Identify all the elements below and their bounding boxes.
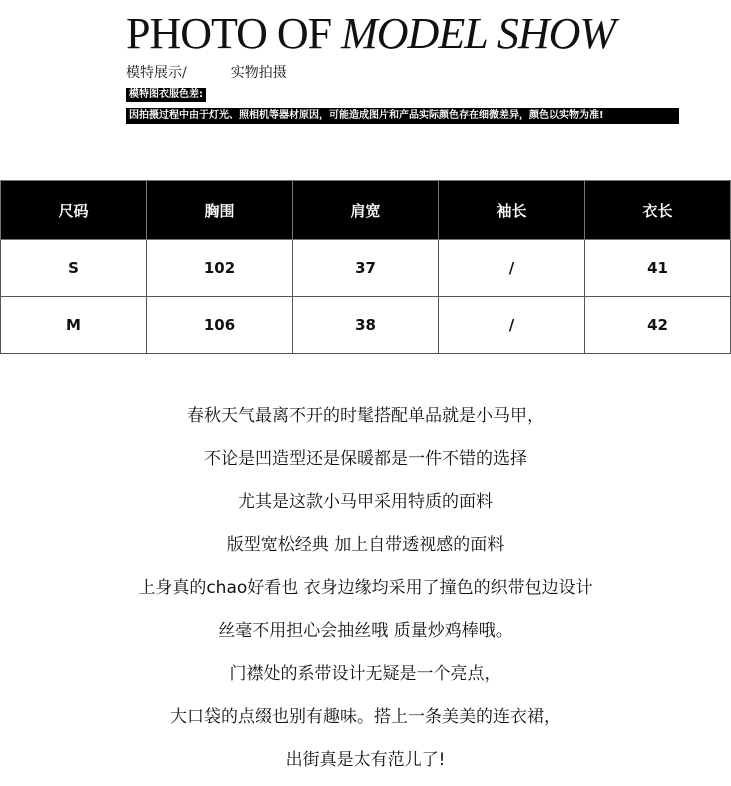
color-difference-badge: 模特图衣服色差: [126,88,206,102]
header-size: 尺码 [1,181,147,240]
cell-sleeve: / [439,240,585,297]
subtitle [126,64,686,82]
cell-chest: 102 [147,240,293,297]
subtitle-model: 模特展示 [126,65,182,81]
cell-sleeve: / [439,297,585,354]
table-row [1,240,731,297]
cell-length: 42 [585,297,731,354]
product-description [0,395,731,782]
size-table-header-row [1,181,731,240]
cell-shoulder: 37 [293,240,439,297]
description-line: 门襟处的系带设计无疑是一个亮点， [229,664,502,684]
page-header [126,8,686,124]
header-shoulder: 肩宽 [293,181,439,240]
description-line: 春秋天气最离不开的时髦搭配单品就是小马甲， [187,406,544,426]
description-line: 出街真是太有范儿了! [285,750,446,770]
header-sleeve: 袖长 [439,181,585,240]
cell-chest: 106 [147,297,293,354]
cell-size: M [1,297,147,354]
description-line: 大口袋的点缀也别有趣味。搭上一条美美的连衣裙， [170,707,561,727]
cell-size: S [1,240,147,297]
description-line: 上身真的chao好看也 衣身边缘均采用了撞色的织带包边设计 [138,578,593,598]
subtitle-real-photo: 实物拍摄 [230,65,287,81]
description-line: 丝毫不用担心会抽丝哦 质量炒鸡棒哦。 [218,621,513,641]
table-row [1,297,731,354]
description-line: 版型宽松经典 加上自带透视感的面料 [226,535,505,555]
color-difference-notice: 因拍摄过程中由于灯光、照相机等器材原因，可能造成图片和产品实际颜色存在细微差异，颜色以实物为准! [126,108,679,124]
header-length: 衣长 [585,181,731,240]
header-chest: 胸围 [147,181,293,240]
title-plain: PHOTO OF [126,9,342,58]
description-line: 尤其是这款小马甲采用特质的面料 [238,492,493,512]
title-italic: MODEL SHOW [341,9,616,58]
page-title [126,8,686,60]
size-table [0,180,731,354]
description-line: 不论是凹造型还是保暖都是一件不错的选择 [204,449,527,469]
cell-length: 41 [585,240,731,297]
cell-shoulder: 38 [293,297,439,354]
subtitle-separator: / [182,65,187,81]
